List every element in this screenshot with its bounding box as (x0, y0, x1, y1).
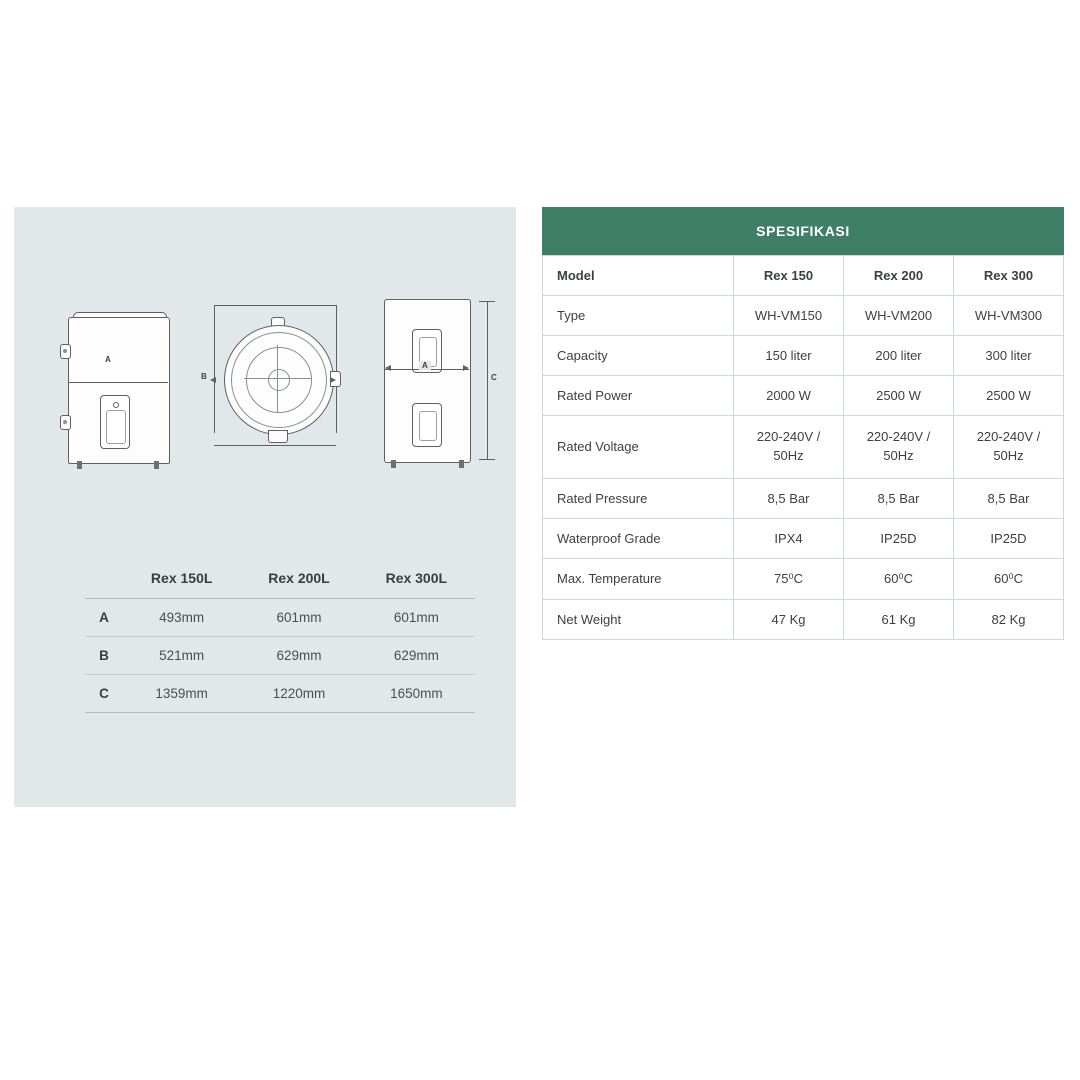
unit-seam-line (68, 382, 168, 383)
spec-label-rated-pressure: Rated Pressure (543, 478, 734, 518)
technical-drawing (14, 287, 516, 487)
spec-header-model: Model (543, 256, 734, 296)
spec-row-waterproof-grade (543, 518, 1064, 558)
spec-type-rex300: WH-VM300 (954, 296, 1064, 336)
spec-row-rated-power (543, 376, 1064, 416)
dimension-table-header-row (85, 562, 475, 599)
spec-row-capacity (543, 336, 1064, 376)
unit-foot (391, 460, 396, 468)
spec-label-rated-voltage: Rated Voltage (543, 416, 734, 479)
dimension-b-rex150l: 521mm (123, 637, 240, 675)
dimension-header-rex-200l: Rex 200L (268, 570, 330, 586)
dimension-c-rex200l: 1220mm (240, 675, 357, 713)
dimension-a-rex150l: 493mm (123, 599, 240, 637)
unit-foot (154, 461, 159, 469)
specification-title: SPESIFIKASI (542, 207, 1064, 255)
spec-label-net-weight: Net Weight (543, 599, 734, 639)
spec-type-rex150: WH-VM150 (734, 296, 844, 336)
spec-rated-power-rex300: 2500 W (954, 376, 1064, 416)
dimension-label-c: C (491, 373, 497, 382)
spec-net-weight-rex300: 82 Kg (954, 599, 1064, 639)
panel-indicator-icon (113, 402, 119, 408)
product-diagram-panel (14, 207, 516, 807)
dimension-row-b (85, 637, 475, 675)
dimension-b-rex300l: 629mm (358, 637, 475, 675)
port-dot-icon (63, 420, 67, 424)
spec-rated-voltage-rex200: 220-240V / 50Hz (844, 416, 954, 479)
dimension-arrow-left-icon (385, 365, 391, 371)
spec-rated-voltage-rex300: 220-240V / 50Hz (954, 416, 1064, 479)
nozzle-bottom (268, 430, 288, 443)
dimension-tick-top (479, 301, 495, 302)
spec-max-temp-rex150: 75⁰C (734, 558, 844, 599)
dimension-label-a: A (105, 355, 111, 364)
spec-waterproof-rex150: IPX4 (734, 518, 844, 558)
spec-rated-pressure-rex200: 8,5 Bar (844, 478, 954, 518)
dimension-table (85, 562, 475, 713)
spec-waterproof-rex200: IP25D (844, 518, 954, 558)
spec-max-temp-rex300: 60⁰C (954, 558, 1064, 599)
panel-display-area (419, 411, 437, 441)
spec-row-type (543, 296, 1064, 336)
control-panel-outline (100, 395, 130, 449)
dimension-arrow-left-icon (210, 377, 216, 383)
dimension-line-height (487, 301, 488, 459)
spec-type-rex200: WH-VM200 (844, 296, 954, 336)
unit-foot (459, 460, 464, 468)
spec-rated-power-rex200: 2500 W (844, 376, 954, 416)
spec-waterproof-rex300: IP25D (954, 518, 1064, 558)
spec-label-max-temperature: Max. Temperature (543, 558, 734, 599)
drawing-top-view (200, 299, 345, 469)
dimension-a-rex300l: 601mm (358, 599, 475, 637)
dimension-key-c: C (85, 675, 123, 713)
center-axis-vertical (277, 345, 278, 413)
port-dot-icon (63, 349, 67, 353)
dimension-c-rex300l: 1650mm (358, 675, 475, 713)
unit-foot (77, 461, 82, 469)
spec-label-rated-power: Rated Power (543, 376, 734, 416)
spec-header-rex-300: Rex 300 (954, 256, 1064, 296)
spec-label-waterproof-grade: Waterproof Grade (543, 518, 734, 558)
dimension-b-rex200l: 629mm (240, 637, 357, 675)
spec-capacity-rex200: 200 liter (844, 336, 954, 376)
specification-table (542, 255, 1064, 640)
spec-rated-power-rex150: 2000 W (734, 376, 844, 416)
spec-row-net-weight (543, 599, 1064, 639)
control-panel-lower (412, 403, 442, 447)
spec-header-rex-150: Rex 150 (734, 256, 844, 296)
spec-header-row (543, 256, 1064, 296)
dimension-header-rex-150l: Rex 150L (150, 570, 213, 586)
drawing-side-view (55, 307, 180, 467)
spec-max-temp-rex200: 60⁰C (844, 558, 954, 599)
spec-rated-voltage-rex150: 220-240V / 50Hz (734, 416, 844, 479)
panel-display-area (106, 410, 126, 444)
tank-ring-4 (268, 369, 290, 391)
dimension-row-a (85, 599, 475, 637)
dimension-arrow-right-icon (463, 365, 469, 371)
specification-panel (542, 207, 1064, 640)
dimension-key-a: A (85, 599, 123, 637)
dimension-tick-left (214, 305, 215, 433)
center-axis-horizontal (244, 378, 312, 379)
dimension-label-b: B (201, 372, 207, 381)
spec-label-type: Type (543, 296, 734, 336)
dimension-tick-bottom (479, 459, 495, 460)
spec-header-rex-200: Rex 200 (844, 256, 954, 296)
spec-rated-pressure-rex150: 8,5 Bar (734, 478, 844, 518)
dimension-arrow-right-icon (330, 377, 336, 383)
drawing-front-view (369, 299, 499, 469)
spec-capacity-rex300: 300 liter (954, 336, 1064, 376)
spec-row-rated-pressure (543, 478, 1064, 518)
spec-row-rated-voltage (543, 416, 1064, 479)
dimension-header-rex-300l: Rex 300L (385, 570, 448, 586)
port-fitting-upper (60, 344, 71, 359)
spec-capacity-rex150: 150 liter (734, 336, 844, 376)
dimension-key-b: B (85, 637, 123, 675)
dimension-c-rex150l: 1359mm (123, 675, 240, 713)
dimension-line-bottom (214, 445, 336, 446)
spec-rated-pressure-rex300: 8,5 Bar (954, 478, 1064, 518)
dimension-row-c (85, 675, 475, 713)
dimension-header-blank (85, 562, 123, 599)
spec-label-capacity: Capacity (543, 336, 734, 376)
dimension-a-rex200l: 601mm (240, 599, 357, 637)
port-fitting-lower (60, 415, 71, 430)
dimension-line-top (214, 305, 336, 306)
dimension-label-a: A (419, 361, 431, 370)
dimension-tick-right (336, 305, 337, 433)
spec-net-weight-rex200: 61 Kg (844, 599, 954, 639)
spec-row-max-temperature (543, 558, 1064, 599)
spec-net-weight-rex150: 47 Kg (734, 599, 844, 639)
